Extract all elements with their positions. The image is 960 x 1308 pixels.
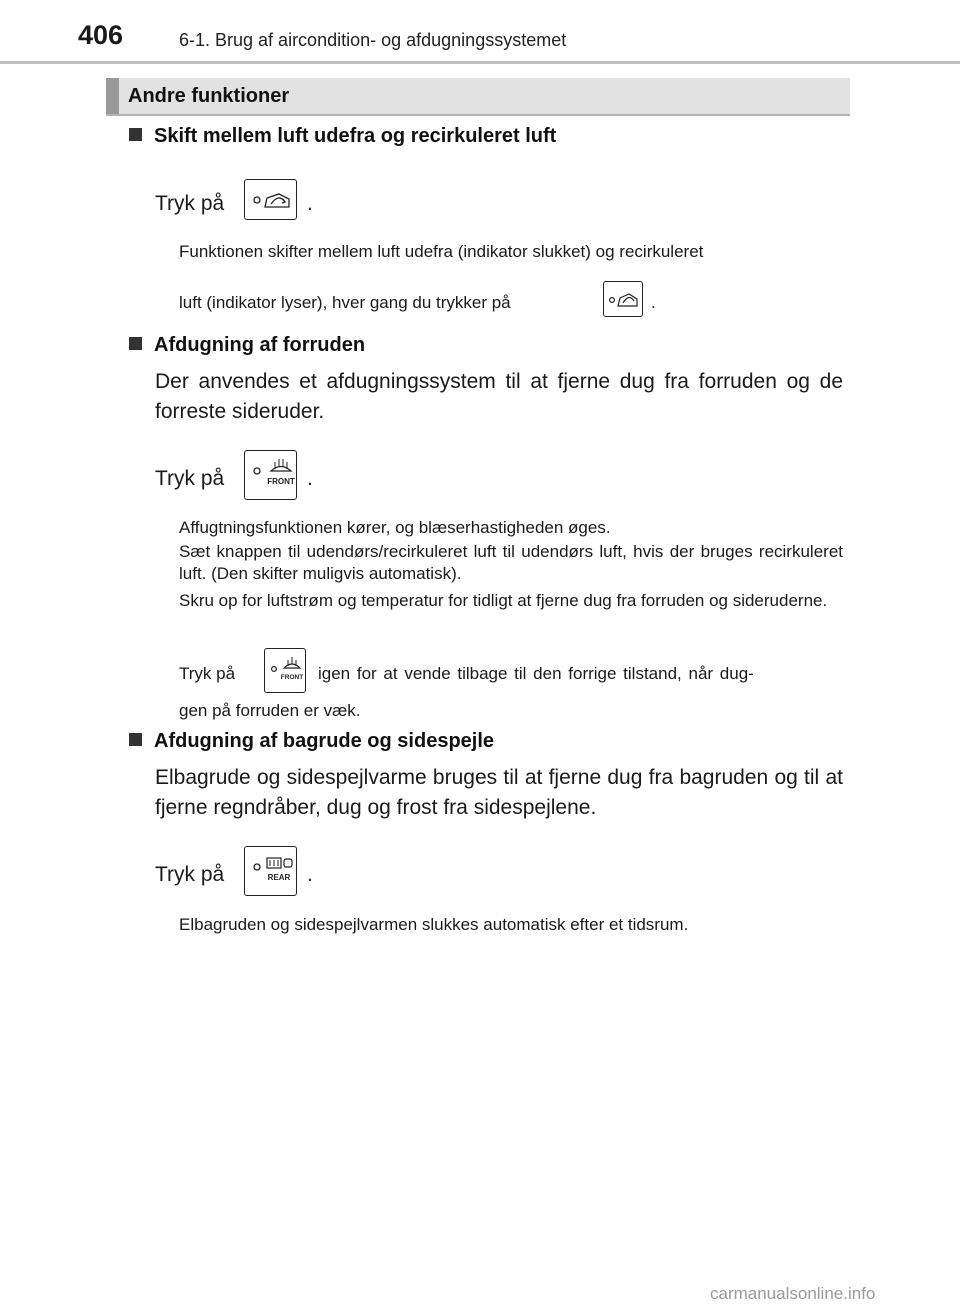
recirc-press-text: Tryk på [155, 192, 225, 215]
rear-note: Elbagruden og sidespejlvarmen slukkes automatisk efter et tidsrum. [179, 915, 689, 934]
square-bullet-icon [129, 733, 142, 746]
chapter-title: 6-1. Brug af aircondition- og afdugningssystemet [179, 30, 567, 50]
section-accent [106, 78, 119, 114]
rear-defog-description: Elbagrude og sidespejlvarme bruges til at fjerne dug fra bagruden og til at fjerne regndråber, dug og frost fra sidespejlene. [155, 766, 843, 819]
front-period: . [307, 467, 313, 490]
rear-defogger-button-icon [244, 846, 297, 896]
page-number: 406 [78, 20, 124, 50]
front-note-2: Sæt knappen til udendørs/recirkuleret luft til udendørs luft, hvis der bruges recirkuleret luft. (Den skifter muligvis automatisk). [179, 542, 843, 583]
front-note-4-before: Tryk på [179, 664, 236, 683]
square-bullet-icon [129, 128, 142, 141]
front-defog-description: Der anvendes et afdugningssystem til at fjerne dug fra forruden og de forreste sideruder. [155, 370, 843, 423]
header-rule [0, 61, 960, 64]
front-note-4-line2: gen på forruden er væk. [179, 701, 361, 720]
rear-defog-heading-text: Afdugning af bagrude og sidespejle [154, 730, 495, 752]
recirc-heading-text: Skift mellem luft udefra og recirkuleret luft [154, 125, 557, 147]
front-button-label-small: FRONT [280, 674, 304, 681]
recirculation-button-icon [244, 179, 297, 220]
rear-button-label: REAR [267, 873, 291, 882]
watermark: carmanualsonline.info [710, 1284, 876, 1303]
recirc-note-line2: luft (indikator lyser), hver gang du trykker på [179, 293, 511, 312]
front-note-3: Skru op for luftstrøm og temperatur for tidligt at fjerne dug fra forruden og sideruderne. [179, 591, 828, 610]
front-press-text: Tryk på [155, 467, 225, 490]
front-defogger-button-icon-small [264, 648, 306, 693]
section-title: Andre funktioner [128, 85, 290, 107]
front-note-1: Affugtningsfunktionen kører, og blæserhastigheden øges. [179, 518, 611, 537]
front-button-label: FRONT [267, 477, 295, 486]
recirc-note-period: . [651, 293, 656, 312]
front-defog-heading-text: Afdugning af forruden [154, 334, 366, 356]
recirc-heading [129, 125, 556, 148]
section-header [106, 78, 850, 116]
square-bullet-icon [129, 337, 142, 350]
recirc-note-line1: Funktionen skifter mellem luft udefra (indikator slukket) og recirkuleret [179, 242, 704, 261]
recirc-period: . [307, 192, 313, 215]
rear-press-text: Tryk på [155, 863, 225, 886]
rear-defog-heading [129, 730, 494, 753]
rear-period: . [307, 863, 313, 886]
front-defogger-button-icon [244, 450, 297, 500]
recirculation-button-icon-small [603, 281, 643, 317]
front-defog-heading [129, 334, 365, 357]
front-note-4-after: igen for at vende tilbage til den forrige tilstand, når dug- [318, 664, 754, 683]
